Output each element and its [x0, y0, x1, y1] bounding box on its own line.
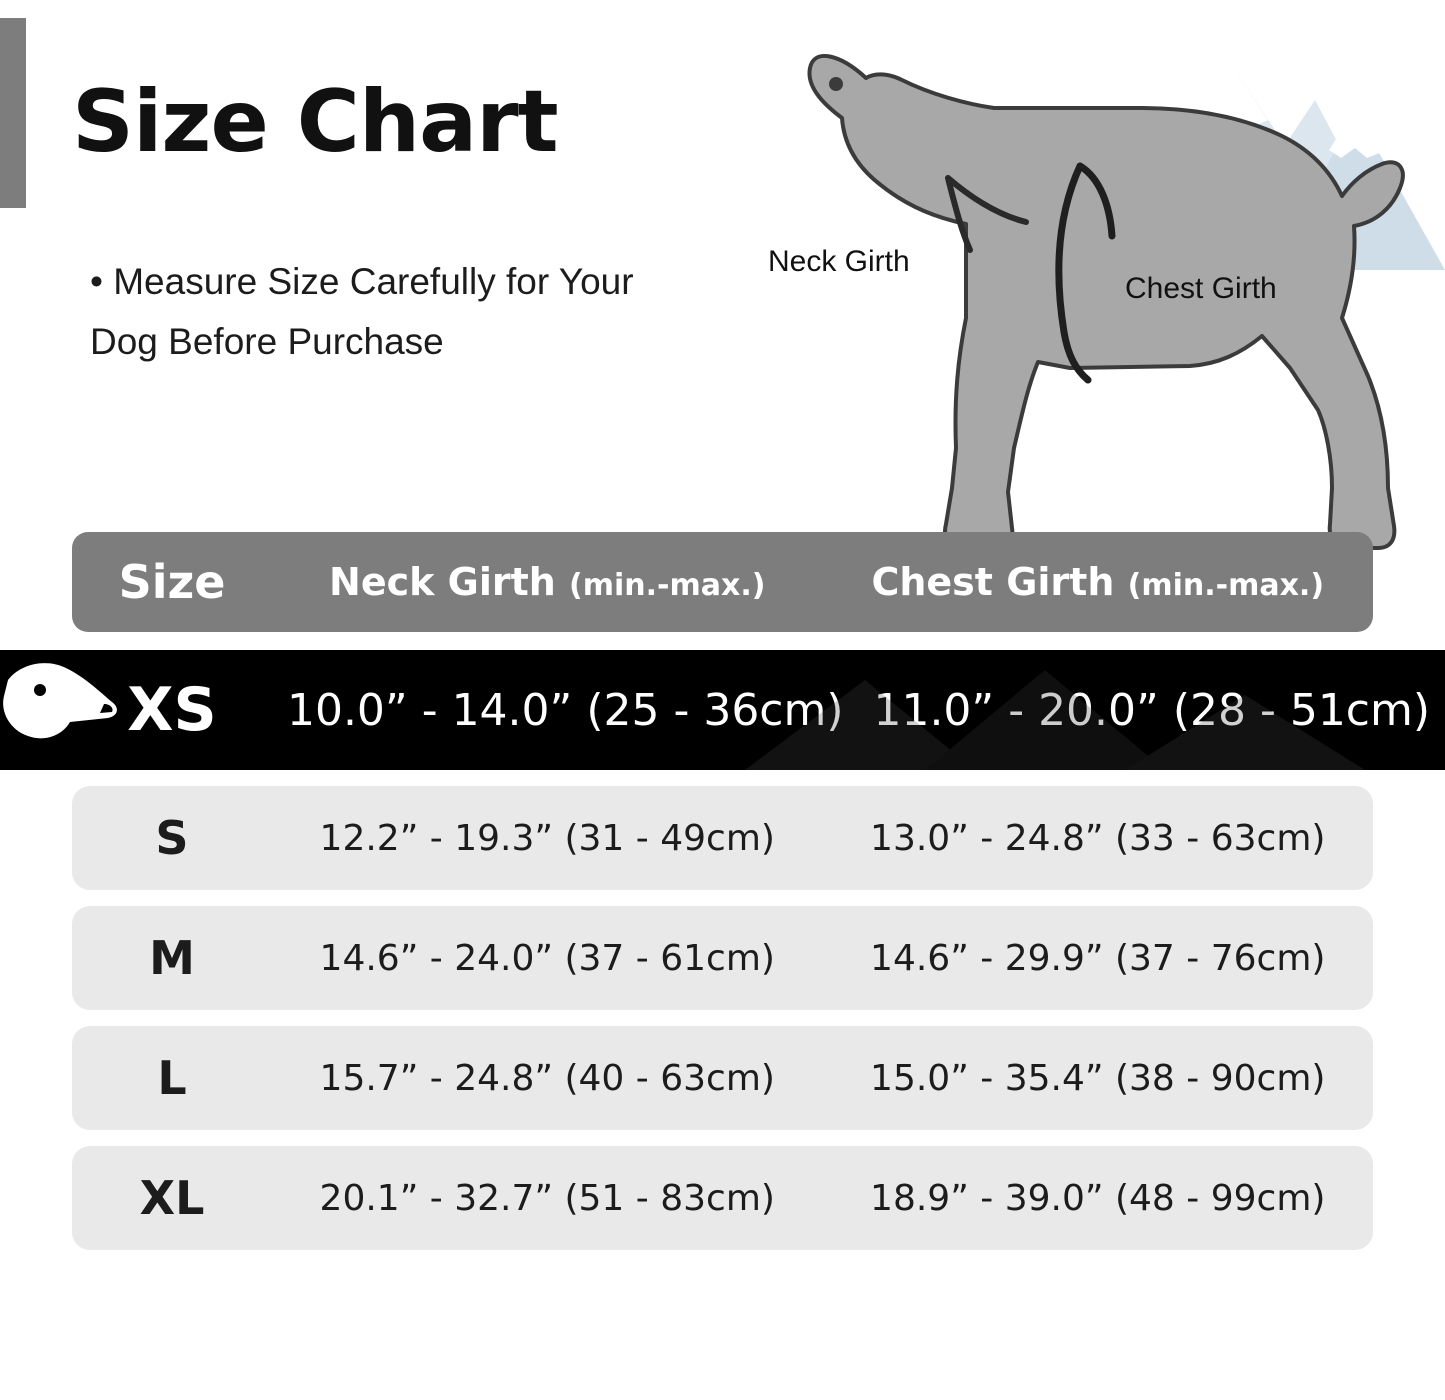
header-chest: [823, 560, 1374, 604]
dog-illustration: [770, 18, 1410, 578]
dog-figure-icon: [770, 18, 1410, 578]
row-chest: 18.9” - 39.0” (48 - 99cm): [870, 1177, 1326, 1219]
header-neck: [272, 560, 823, 604]
table-header-row: [72, 532, 1373, 632]
row-neck: 15.7” - 24.8” (40 - 63cm): [319, 1057, 775, 1099]
row-neck: 10.0” - 14.0” (25 - 36cm): [286, 684, 844, 736]
page-title: Size Chart: [72, 72, 558, 172]
header-chest-sub: (min.-max.): [1127, 568, 1325, 603]
left-accent-bar: [0, 18, 26, 208]
size-table: [0, 532, 1445, 1250]
row-chest: 13.0” - 24.8” (33 - 63cm): [870, 817, 1326, 859]
row-chest: 11.0” - 20.0” (28 - 51cm): [873, 684, 1431, 736]
row-neck: 14.6” - 24.0” (37 - 61cm): [319, 937, 775, 979]
table-row: [0, 650, 1445, 770]
row-chest: 15.0” - 35.4” (38 - 90cm): [870, 1057, 1326, 1099]
table-row: [72, 1146, 1373, 1250]
row-neck: 20.1” - 32.7” (51 - 83cm): [319, 1177, 775, 1219]
header-neck-main: Neck Girth: [329, 560, 556, 604]
table-row: [72, 786, 1373, 890]
chest-girth-label: Chest Girth: [1125, 272, 1277, 305]
row-size: S: [155, 811, 189, 865]
row-chest: 14.6” - 29.9” (37 - 76cm): [870, 937, 1326, 979]
table-row: [72, 906, 1373, 1010]
header-size: Size: [118, 555, 226, 609]
row-size: XS: [127, 675, 217, 745]
row-size: L: [157, 1051, 187, 1105]
row-neck: 12.2” - 19.3” (31 - 49cm): [319, 817, 775, 859]
neck-girth-label: Neck Girth: [768, 245, 910, 278]
measure-note: • Measure Size Carefully for Your Dog Before Purchase: [90, 261, 634, 362]
header-chest-main: Chest Girth: [871, 560, 1115, 604]
header-neck-sub: (min.-max.): [569, 568, 766, 603]
row-size: XL: [139, 1171, 205, 1225]
row-size: M: [149, 931, 195, 985]
table-row: [72, 1026, 1373, 1130]
